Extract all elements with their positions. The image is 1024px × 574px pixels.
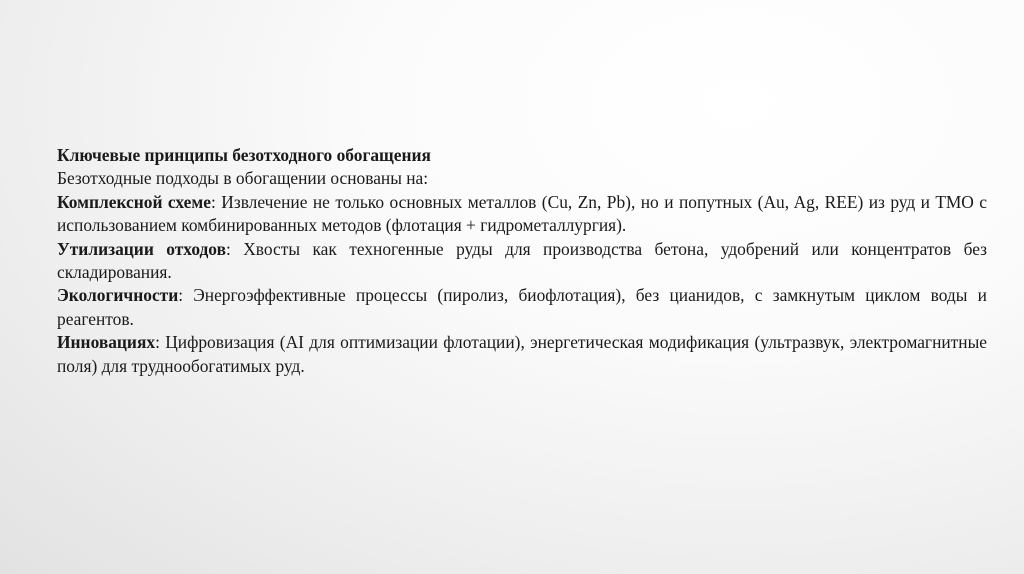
principle-item-innovation (57, 331, 987, 378)
principle-item-ecology (57, 284, 987, 331)
principle-term: Комплексной схеме (57, 191, 211, 212)
principle-text: : Извлечение не только основных металлов (Cu, Zn, Pb), но и попутных (Au, Ag, REE) из руд и ТМО с использованием комбинированных методов (флотация + гидрометаллургия). (57, 191, 988, 236)
slide-text-block (57, 144, 987, 378)
principle-text: : Энергоэффективные процессы (пиролиз, биофлотация), без цианидов, с замкнутым циклом воды и реагентов. (57, 285, 987, 329)
principle-item-waste (57, 238, 987, 285)
intro-line: Безотходные подходы в обогащении основаны на: (57, 168, 429, 189)
principle-term: Инновациях (57, 332, 156, 353)
principle-term: Экологичности (57, 285, 179, 306)
principle-item-complex (57, 191, 987, 238)
principle-term: Утилизации отходов (57, 238, 226, 259)
slide-title: Ключевые принципы безотходного обогащения (57, 145, 431, 165)
principle-text: : Цифровизация (AI для оптимизации флотации), энергетическая модификация (ультразвук, электромагнитные поля) для труднообогатимых руд. (57, 332, 987, 376)
principle-text: : Хвосты как техногенные руды для производства бетона, удобрений или концентратов без складирования. (57, 238, 987, 283)
